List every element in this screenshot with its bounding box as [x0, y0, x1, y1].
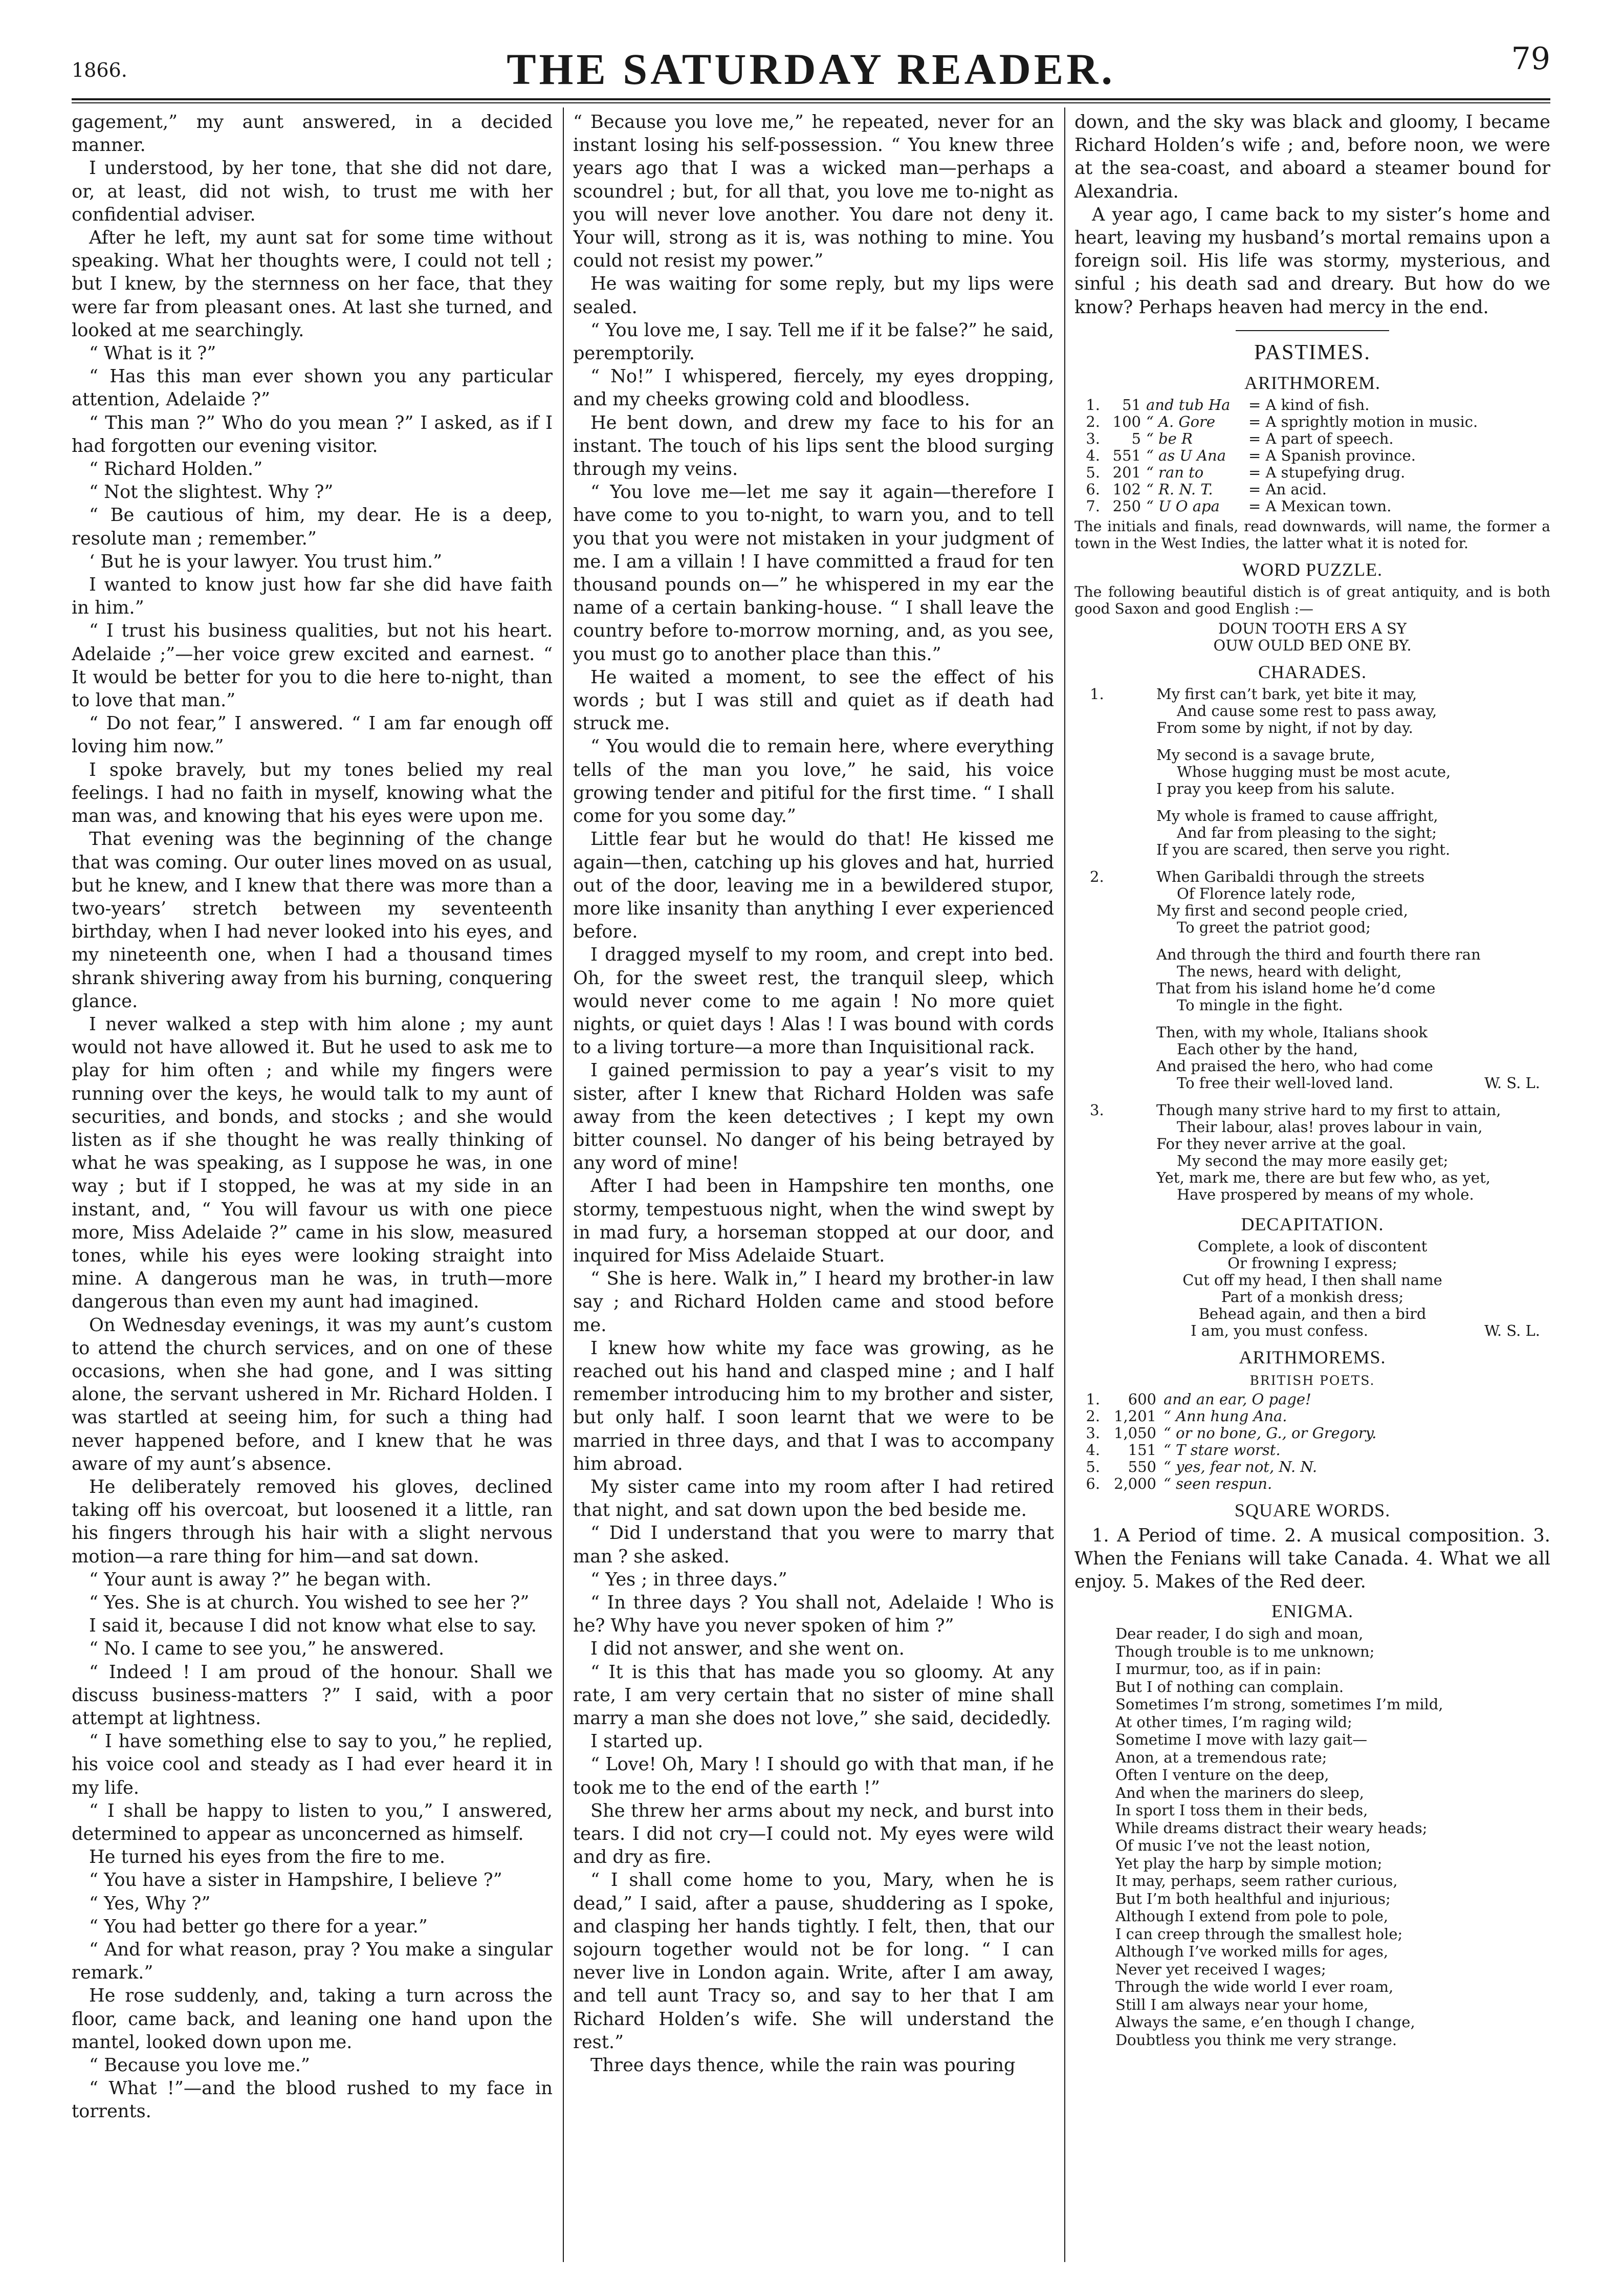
- column-divider: [1064, 107, 1065, 2262]
- verse-line: Still I am always near your home,: [1115, 1995, 1369, 2013]
- paragraph: He bent down, and drew my face to his for an instant. The touch of his lips sent the blood surging through my veins.: [573, 412, 1054, 480]
- verse-line: Sometime I move with lazy gait—: [1115, 1731, 1368, 1749]
- arithmorem-n: 4.: [1086, 446, 1100, 464]
- verse-line: Always the same, e’en though I change,: [1115, 2013, 1415, 2031]
- charade-number: 1.: [1090, 685, 1104, 703]
- paragraph: “ Be cautious of him, my dear. He is a deep, resolute man ; remember.”: [72, 505, 553, 549]
- arithmorem-n: 5.: [1086, 1458, 1100, 1475]
- word-puzzle-title: WORD PUZZLE.: [1242, 559, 1382, 580]
- arithmorem-row: [1074, 414, 1550, 430]
- verse-line: It may, perhaps, seem rather curious,: [1115, 1872, 1398, 1890]
- arithmorem-n: 7.: [1086, 497, 1100, 515]
- paragraph: “ Richard Holden.”: [89, 459, 263, 480]
- arithmorems-list: [1074, 1391, 1550, 1492]
- arithmorem-row: [1074, 1442, 1550, 1459]
- verse-line: I pray you keep from his salute.: [1156, 779, 1395, 797]
- arithmorem-n: 3.: [1086, 429, 1100, 447]
- arithmorem-a: 1,201: [1113, 1407, 1156, 1425]
- column-divider: [563, 107, 564, 2262]
- paragraph: He rose suddenly, and, taking a turn across the floor, came back, and leaning one hand upon the mantel, looked down upon me.: [72, 1985, 553, 2053]
- verse-line: I am, you must confess. W. S. L.: [1074, 1322, 1550, 1339]
- page-header: [72, 36, 1550, 97]
- verse-line: Dear reader, I do sigh and moan,: [1115, 1625, 1364, 1643]
- charade-number: 3.: [1090, 1101, 1104, 1119]
- verse-line: Their labour, alas! proves labour in vain,: [1177, 1118, 1483, 1136]
- arithmorem-b: “ seen respun.: [1164, 1474, 1272, 1492]
- paragraph: gagement,” my aunt answered, in a decided manner.: [72, 112, 553, 156]
- verse-line: But I’m both healthful and injurious;: [1115, 1889, 1391, 1907]
- paragraph: “ Indeed ! I am proud of the honour. Shall we discuss business-matters ?” I said, with a poor attempt at lightness.: [72, 1661, 553, 1729]
- paragraph: He deliberately removed his gloves, declined taking off his overcoat, but loosened it a little, ran his fingers through his hair with a slight nervous motion—a rare thing for him—and sat down.: [72, 1476, 553, 1567]
- charade-number-line: [1074, 868, 1550, 885]
- paragraph: I did not answer, and she went on.: [590, 1638, 905, 1660]
- arithmorem-a: 551: [1112, 446, 1141, 464]
- paragraph: “ It is this that has made you so gloomy. At any rate, I am very certain that no sister of mine shall marry a man she does not love,” she said, decidedly.: [573, 1661, 1054, 1729]
- verse-line: While dreams distract their weary heads;: [1115, 1819, 1428, 1837]
- paragraph: On Wednesday evenings, it was my aunt’s custom to attend the church services, and on one of these occasions, when she had gone, and I was sitting alone, the servant ushered in Mr. Richard Holden. I was startled at seeing him, for such a thing had never happened before, and I knew that he was aware of my aunt’s absence.: [72, 1314, 553, 1474]
- paragraph: I started up.: [590, 1731, 704, 1752]
- arithmorem-b: “ yes, fear not, N. N.: [1164, 1458, 1318, 1475]
- paragraph: “ You love me—let me say it again—therefore I have come to you to-night, to warn you, and to tell you that you were not mistaken in your judgment of me. I am a villain ! I have committed a fraud for ten thousand pounds on—” he whispered in my ear the name of a certain banking-house. “ I shall leave the country before to-morrow morning, and, as you see, you must go to another place than this.”: [573, 482, 1054, 665]
- arithmorem-row: [1074, 481, 1550, 498]
- paragraph: “ And for what reason, pray ? You make a singular remark.”: [72, 1939, 553, 1984]
- charade: [1074, 686, 1550, 858]
- arithmorem-c: = A Mexican town.: [1248, 497, 1392, 515]
- word-puzzle-line: OUW OULD BED ONE BY.: [1213, 636, 1412, 654]
- verse-line: And praised the hero, who had come: [1156, 1057, 1433, 1075]
- charade-stanza: [1074, 868, 1550, 936]
- verse-line: Or frowning I express;: [1227, 1254, 1397, 1272]
- verse-line: Cut off my head, I then shall name: [1182, 1271, 1442, 1289]
- header-rule-thick: [72, 98, 1550, 100]
- charade-stanza: [1074, 808, 1550, 858]
- paragraph: Little fear but he would do that! He kissed me again—then, catching up his gloves and hat, hurried out of the door, leaving me in a bewildered stupor, more like insanity than anything I ever experienced before.: [573, 829, 1054, 943]
- pastimes-title: PASTIMES.: [1254, 340, 1371, 364]
- arithmorem-b: “ as U Ana: [1146, 446, 1226, 464]
- verse-line: I can creep through the smallest hole;: [1115, 1925, 1403, 1943]
- verse-line: Never yet received I wages;: [1115, 1960, 1326, 1978]
- word-puzzle-text: The following beautiful distich is of great antiquity, and is both good Saxon and good English :—: [1074, 583, 1550, 617]
- paragraph: “ Has this man ever shown you any particular attention, Adelaide ?”: [72, 366, 553, 410]
- arithmorem-a: 100: [1112, 412, 1141, 430]
- charade-number-line: [1074, 1102, 1550, 1119]
- verse-line: Whose hugging must be most acute,: [1177, 763, 1451, 780]
- arithmorem-row: [1074, 447, 1550, 464]
- verse-line: Anon, at a tremendous rate;: [1115, 1748, 1327, 1766]
- arithmorem-n: 1.: [1086, 1390, 1100, 1408]
- verse-line: My second the may more easily get;: [1177, 1152, 1449, 1169]
- paragraph: “ You love me, I say. Tell me if it be false?” he said, peremptorily.: [573, 319, 1054, 364]
- paragraph: I gained permission to pay a year’s visit to my sister, after I knew that Richard Holden was safe away from the keen detectives ; I kept my own bitter counsel. No danger of his being betrayed by any word of mine!: [573, 1060, 1054, 1174]
- paragraph: “ Because you love me,” he repeated, never for an instant losing his self-possession. “ You knew three years ago that I was a wicked man—perhaps a scoundrel ; but, for all that, you love me to-night as you will never love another. You dare not deny it. Your will, strong as it is, was nothing to mine. You could not resist my power.”: [573, 112, 1054, 272]
- verse-line: For they never arrive at the goal.: [1156, 1135, 1407, 1153]
- verse-line: If you are scared, then serve you right.: [1156, 840, 1451, 858]
- arithmorem-b: “ A. Gore: [1146, 412, 1216, 430]
- verse-line: And cause some rest to pass away,: [1177, 702, 1437, 720]
- verse-line: Behead again, and then a bird: [1198, 1305, 1427, 1322]
- arithmorem-c: = A part of speech.: [1248, 429, 1394, 447]
- verse-line: But I of nothing can complain.: [1115, 1678, 1344, 1696]
- signature: W. S. L.: [1484, 1074, 1540, 1092]
- arithmorem-b: “ or no bone, G., or Gregory.: [1164, 1424, 1377, 1442]
- arithmorem-b: and tub Ha: [1146, 396, 1231, 414]
- verse-line: My second is a savage brute,: [1156, 746, 1375, 764]
- arithmorem-row: [1074, 1425, 1550, 1442]
- paragraph: He was waiting for some reply, but my lips were sealed.: [573, 273, 1054, 318]
- charade-stanza: [1074, 946, 1550, 1014]
- arithmorem-a: 1,050: [1113, 1424, 1156, 1442]
- arithmorem-b: “ ran to: [1146, 463, 1204, 481]
- paragraph: “ She is here. Walk in,” I heard my brother-in law say ; and Richard Holden came and stood before me.: [573, 1268, 1054, 1336]
- verse-line: And far from pleasing to the sight;: [1177, 823, 1437, 841]
- verse-line: The news, heard with delight,: [1177, 962, 1402, 980]
- header-rule-thin: [72, 102, 1550, 103]
- signature: W. S. L.: [1484, 1321, 1540, 1339]
- arithmorem-row: [1074, 498, 1550, 515]
- verse-line: When Garibaldi through the streets: [1156, 867, 1425, 885]
- paragraph: “ Yes ; in three days.”: [590, 1569, 787, 1590]
- arithmorems-title: ARITHMOREMS.: [1239, 1346, 1386, 1367]
- arithmorem-a: 2,000: [1113, 1474, 1156, 1492]
- verse-line: Often I venture on the deep,: [1115, 1766, 1329, 1784]
- charade-stanza: [1074, 686, 1550, 736]
- paragraph: “ I shall come home to you, Mary, when he is dead,” I said, after a pause, shuddering as I spoke, and clasping her hands tightly. I felt, then, that our sojourn together would not be for long. “ I can never live in London again. Write, after I am away, and tell aunt Tracy so, and say to her that I am Richard Holden’s wife. She will understand the rest.”: [573, 1870, 1054, 2053]
- arithmorem-row: [1074, 1391, 1550, 1408]
- paragraph: “ Did I understand that you were to marry that man ? she asked.: [573, 1523, 1054, 1567]
- square-words-text: 1. A Period of time. 2. A musical composition. 3. When the Fenians will take Canada. 4. What we all enjoy. 5. Makes of the Red deer.: [1074, 1525, 1550, 1593]
- verse-line: That from his island home he’d come: [1156, 979, 1436, 997]
- paragraph: “ No. I came to see you,” he answered.: [89, 1638, 445, 1660]
- paragraph: down, and the sky was black and gloomy, I became Richard Holden’s wife ; and, before noon, we were at the sea-coast, and aboard a steamer bound for Alexandria.: [1074, 112, 1550, 202]
- verse-line: My first can’t bark, yet bite it may,: [1156, 685, 1417, 703]
- enigma-verse: [1074, 1625, 1550, 2049]
- paragraph: “ You would die to remain here, where everything tells of the man you love,” he said, his voice growing tender and pitiful for the first time. “ I shall come for you some day.”: [573, 736, 1054, 827]
- arithmorem-list: [1074, 397, 1550, 515]
- paragraph: “ Do not fear,” I answered. “ I am far enough off loving him now.”: [72, 713, 553, 757]
- paragraph: “ You had better go there for a year.”: [89, 1916, 428, 1937]
- charade: [1074, 1102, 1550, 1203]
- arithmorem-b: “ U O apa: [1146, 497, 1220, 515]
- arithmorem-b: and an ear, O page!: [1164, 1390, 1311, 1408]
- arithmorem-row: [1074, 1408, 1550, 1425]
- verse-line: My first and second people cried,: [1156, 901, 1408, 919]
- verse-line: At other times, I’m raging wild;: [1115, 1713, 1352, 1731]
- arithmorem-a: 250: [1112, 497, 1141, 515]
- paragraph: He turned his eyes from the fire to me.: [89, 1846, 446, 1868]
- arithmorem-title: ARITHMOREM.: [1244, 372, 1380, 393]
- arithmorem-note: The initials and finals, read downwards, will name, the former a town in the West Indies, the latter what it is noted for.: [1074, 517, 1550, 552]
- verse-line: Have prospered by means of my whole.: [1177, 1185, 1474, 1203]
- charade-stanza: [1074, 747, 1550, 797]
- arithmorem-b: “ Ann hung Ana.: [1164, 1407, 1287, 1425]
- arithmorem-c: = A sprightly motion in music.: [1248, 412, 1478, 430]
- arithmorem-n: 6.: [1086, 1474, 1100, 1492]
- square-words-title: SQUARE WORDS.: [1234, 1500, 1391, 1520]
- verse-line: Yet play the harp by simple motion;: [1115, 1854, 1382, 1872]
- verse-line: I murmur, too, as if in pain:: [1115, 1660, 1322, 1678]
- arithmorem-a: 600: [1128, 1390, 1156, 1408]
- decapitation-verse: [1074, 1238, 1550, 1339]
- verse-line: From some by night, if not by day.: [1156, 719, 1413, 736]
- paragraph: My sister came into my room after I had retired that night, and sat down upon the bed beside me.: [573, 1476, 1054, 1521]
- paragraph: After I had been in Hampshire ten months, one stormy, tempestuous night, when the wind swept by in mad fury, a horseman stopped at our door, and inquired for Miss Adelaide Stuart.: [573, 1176, 1054, 1266]
- arithmorem-n: 3.: [1086, 1424, 1100, 1442]
- verse-line: And when the mariners do sleep,: [1115, 1784, 1364, 1801]
- verse-line: Part of a monkish dress;: [1221, 1288, 1404, 1306]
- arithmorem-a: 550: [1128, 1458, 1156, 1475]
- verse-line: Yet, mark me, there are but few who, as yet,: [1156, 1168, 1490, 1186]
- arithmorem-c: = A Spanish province.: [1248, 446, 1416, 464]
- paragraph: “ What is it ?”: [89, 343, 216, 364]
- arithmorems-subtitle: BRITISH POETS.: [1249, 1373, 1375, 1388]
- verse-line: In sport I toss them in their beds,: [1115, 1801, 1368, 1819]
- verse-line: Doubtless you think me very strange.: [1115, 2031, 1397, 2049]
- issue-year: 1866.: [72, 59, 127, 81]
- paragraph: I dragged myself to my room, and crept into bed. Oh, for the sweet rest, the tranquil sleep, which would never come to me again ! No more quiet nights, or quiet days ! Alas ! I was bound with cords to a living torture—a more than Inquisitional rack.: [573, 944, 1054, 1058]
- page-number: 79: [1511, 41, 1550, 77]
- arithmorem-a: 201: [1112, 463, 1141, 481]
- arithmorem-n: 2.: [1086, 412, 1100, 430]
- arithmorem-b: “ R. N. T.: [1146, 480, 1213, 498]
- arithmorem-b: “ T stare worst.: [1164, 1441, 1281, 1459]
- paragraph: Three days thence, while the rain was pouring: [590, 2055, 1016, 2076]
- verse-line: Complete, a look of discontent: [1197, 1237, 1428, 1255]
- arithmorem-a: 51: [1122, 396, 1141, 414]
- paragraph: I never walked a step with him alone ; my aunt would not have allowed it. But he used to ask me to play for him often ; and while my fingers were running over the keys, he would talk to my aunt of securities, and bonds, and stocks ; and she would listen as if she thought he was really thinking of what he was speaking, as I suppose he was, in one way ; but if I stopped, he was at my side in an instant, and, “ You will favour us with one piece more, Miss Adelaide ?” came in his slow, measured tones, while his eyes were looking straight into mine. A dangerous man he was, in truth—more dangerous than even my aunt had imagined.: [72, 1013, 553, 1313]
- paragraph: “ I have something else to say to you,” he replied, his voice cool and steady as I had ever heard it in my life.: [72, 1731, 553, 1798]
- verse-line: Then, with my whole, Italians shook: [1156, 1023, 1428, 1041]
- arithmorem-c: = A kind of fish.: [1248, 396, 1370, 414]
- arithmorem-a: 102: [1112, 480, 1141, 498]
- arithmorem-a: 151: [1128, 1441, 1156, 1459]
- verse-line: And through the third and fourth there ran: [1156, 945, 1481, 963]
- verse-line: My whole is framed to cause affright,: [1156, 807, 1438, 824]
- paragraph: “ Not the slightest. Why ?”: [89, 482, 334, 503]
- arithmorem-c: = A stupefying drug.: [1248, 463, 1406, 481]
- arithmorem-row: [1074, 464, 1550, 481]
- decapitation-title: DECAPITATION.: [1241, 1213, 1384, 1234]
- arithmorem-c: = An acid.: [1248, 480, 1327, 498]
- paragraph: “ Because you love me.”: [89, 2055, 310, 2076]
- charade-stanza: [1074, 1024, 1550, 1092]
- paragraph: “ What !”—and the blood rushed to my face in torrents.: [72, 2078, 553, 2122]
- paragraph: “ You have a sister in Hampshire, I believe ?”: [89, 1870, 502, 1891]
- verse-line: Although I extend from pole to pole,: [1115, 1907, 1389, 1925]
- charade-number-line: [1074, 686, 1550, 703]
- paragraph: I understood, by her tone, that she did not dare, or, at least, did not wish, to trust me with her confidential adviser.: [72, 158, 553, 225]
- paragraph: I wanted to know just how far she did have faith in him.”: [72, 574, 553, 619]
- paragraph: “ No!” I whispered, fiercely, my eyes dropping, and my cheeks growing cold and bloodless.: [573, 366, 1054, 410]
- story-column-1: [72, 111, 553, 2260]
- paragraph: “ Yes. She is at church. You wished to see her ?”: [89, 1592, 530, 1613]
- arithmorem-a: 5: [1131, 429, 1141, 447]
- arithmorem-row: [1074, 397, 1550, 414]
- verse-line: Although I’ve worked mills for ages,: [1115, 1943, 1389, 1961]
- paragraph: He waited a moment, to see the effect of his words ; but I was still and quiet as if death had struck me.: [573, 666, 1054, 734]
- paragraph: “ Your aunt is away ?” he began with.: [89, 1569, 432, 1590]
- verse-line: To free their well-loved land. W. S. L.: [1074, 1075, 1550, 1092]
- paragraph: That evening was the beginning of the change that was coming. Our outer lines moved on as usual, but he knew, and I knew that there was more than a two-years’ stretch between my seventeenth birthday, when I had never looked into his eyes, and my nineteenth one, when I had a thousand times shrank shivering away from his burning, conquering glance.: [72, 829, 553, 1012]
- arithmorem-n: 6.: [1086, 480, 1100, 498]
- charades-list: [1074, 686, 1550, 1203]
- paragraph: “ Yes, Why ?”: [89, 1893, 211, 1914]
- charades-title: CHARADES.: [1258, 661, 1367, 682]
- paragraph: I said it, because I did not know what else to say.: [89, 1615, 537, 1637]
- arithmorem-n: 1.: [1086, 396, 1100, 414]
- verse-line: Sometimes I’m strong, sometimes I’m mild,: [1115, 1696, 1443, 1713]
- section-divider: [1236, 330, 1389, 331]
- arithmorem-row: [1074, 1459, 1550, 1475]
- arithmorem-b: “ be R: [1146, 429, 1193, 447]
- arithmorem-row: [1074, 1475, 1550, 1492]
- paragraph: I knew how white my face was growing, as he reached out his hand and clasped mine ; and I half remember introducing him to my brother and sister, but only half. I soon learnt that we were to be married in three days, and that I was to accompany him abroad.: [573, 1337, 1054, 1474]
- paragraph: “ This man ?” Who do you mean ?” I asked, as if I had forgotten our evening visitor.: [72, 412, 553, 457]
- arithmorem-n: 2.: [1086, 1407, 1100, 1425]
- charade-number: 2.: [1090, 867, 1104, 885]
- paragraph: After he left, my aunt sat for some time without speaking. What her thoughts were, I could not tell ; but I knew, by the sternness on her face, that they were far from pleasant ones. At last she turned, and looked at me searchingly.: [72, 227, 553, 341]
- verse-line: To mingle in the fight.: [1177, 996, 1343, 1014]
- charade-stanza: [1074, 1102, 1550, 1203]
- verse-line: Of Florence lately rode,: [1177, 884, 1356, 902]
- column-3: [1074, 111, 1550, 2260]
- paragraph: She threw her arms about my neck, and burst into tears. I did not cry—I could not. My eyes were wild and dry as fire.: [573, 1800, 1054, 1868]
- verse-line: Each other by the hand,: [1177, 1040, 1358, 1058]
- story-ending: [1074, 111, 1550, 319]
- paragraph: ‘ But he is your lawyer. You trust him.”: [89, 551, 443, 572]
- verse-line: To greet the patriot good;: [1177, 918, 1371, 936]
- charade: [1074, 868, 1550, 1092]
- paragraph: “ Love! Oh, Mary ! I should go with that man, if he took me to the end of the earth !”: [573, 1754, 1054, 1798]
- paragraph: A year ago, I came back to my sister’s home and heart, leaving my husband’s mortal remains upon a foreign soil. His life was stormy, mysterious, and sinful ; his death sad and dreary. But how do we know? Perhaps heaven had mercy in the end.: [1074, 204, 1550, 318]
- paragraph: I spoke bravely, but my tones belied my real feelings. I had no faith in myself, knowing what the man was, and knowing that his eyes were upon me.: [72, 759, 553, 827]
- verse-line: Through the wide world I ever roam,: [1115, 1978, 1394, 1996]
- masthead-title: THE SATURDAY READER.: [507, 45, 1115, 94]
- verse-line: Though many strive hard to my first to attain,: [1156, 1101, 1501, 1119]
- arithmorem-n: 5.: [1086, 463, 1100, 481]
- paragraph: “ In three days ? You shall not, Adelaide ! Who is he? Why have you never spoken of him ?”: [573, 1592, 1054, 1637]
- arithmorem-row: [1074, 430, 1550, 447]
- arithmorem-n: 4.: [1086, 1441, 1100, 1459]
- word-puzzle-line: DOUN TOOTH ERS A SY: [1218, 619, 1407, 637]
- verse-line: Of music I’ve not the least notion,: [1115, 1837, 1371, 1855]
- verse-line: Though trouble is to me unknown;: [1115, 1642, 1375, 1660]
- paragraph: “ I shall be happy to listen to you,” I answered, determined to appear as unconcerned as himself.: [72, 1800, 553, 1845]
- story-column-2: [573, 111, 1054, 2260]
- paragraph: “ I trust his business qualities, but not his heart. Adelaide ;”—her voice grew excited and earnest. “ It would be better for you to die here to-night, than to love that man.”: [72, 620, 553, 711]
- enigma-title: ENIGMA.: [1271, 1601, 1353, 1622]
